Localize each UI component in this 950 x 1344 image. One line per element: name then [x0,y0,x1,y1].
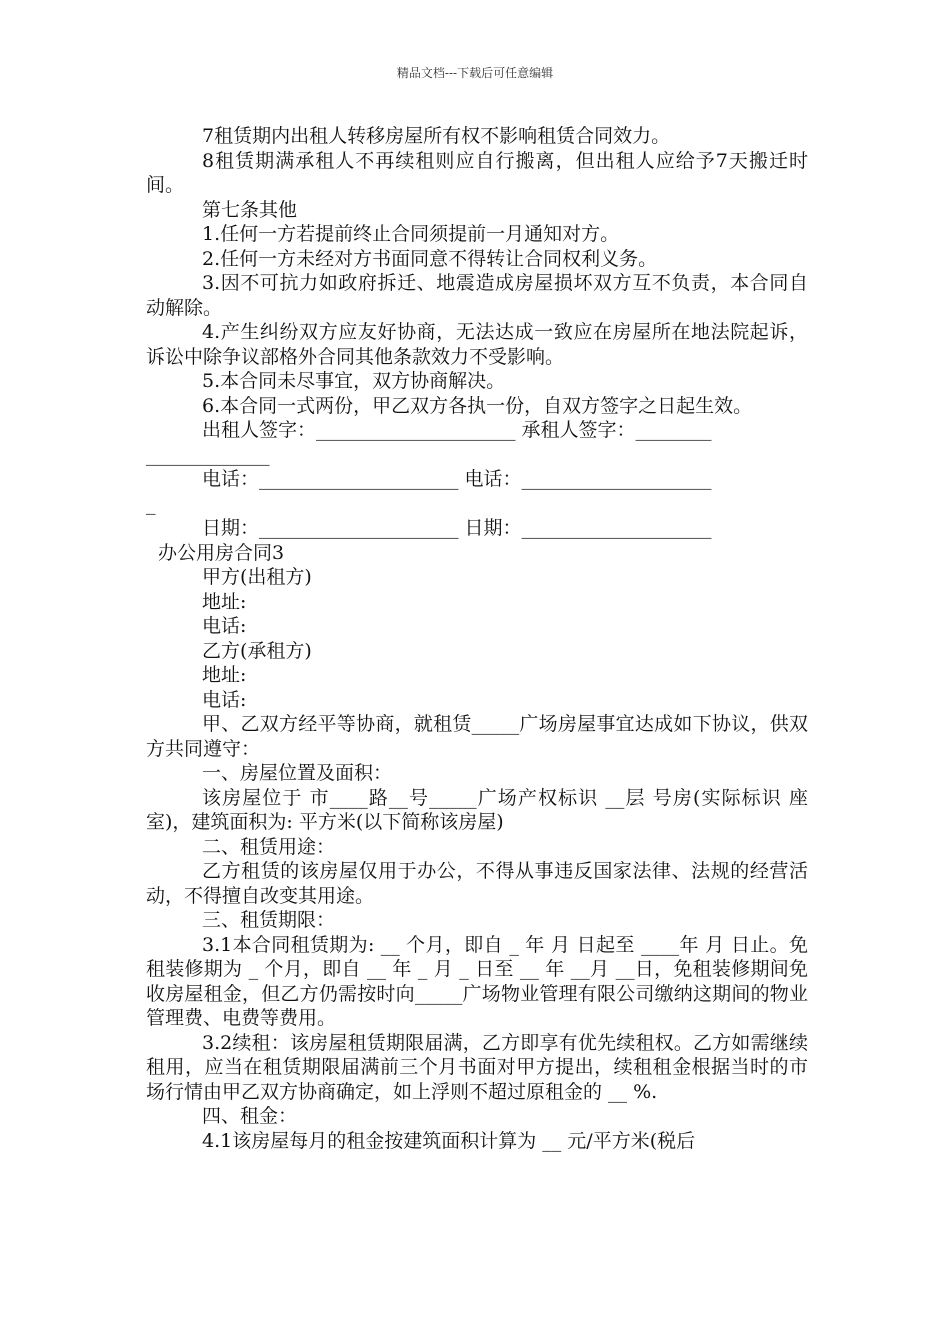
phone-line: 电话：_____________________ 电话：____________________ [202,468,712,490]
article-7-item-4: 4.产生纠纷双方应友好协商，无法达成一致应在房屋所在地法院起诉，诉讼中除争议部格外合同其他条款效力不受影响。 [146,321,808,368]
section-2-body: 乙方租赁的该房屋仅用于办公，不得从事违反国家法律、法规的经营活动，不得擅自改变其用途。 [146,860,808,907]
party-b: 乙方(承租方) [202,639,312,662]
clause-7: 7租赁期内出租人转移房屋所有权不影响租赁合同效力。 [202,125,671,147]
party-b-phone: 电话: [202,688,247,711]
section-4-1: 4.1该房屋每月的租金按建筑面积计算为 __ 元/平方米(税后 [202,1129,696,1152]
contract-3-title: 办公用房合同3 [158,541,285,564]
article-7-item-5: 5.本合同未尽事宜，双方协商解决。 [202,370,506,392]
article-7-item-3: 3.因不可抗力如政府拆迁、地震造成房屋损坏双方互不负责，本合同自动解除。 [146,272,808,319]
section-4-title: 四、租金： [202,1105,298,1127]
signature-line-tail: _____________ [146,443,270,466]
date-line: 日期：_____________________ 日期：____________________ [202,517,712,539]
contract-intro: 甲、乙双方经平等协商，就租赁_____广场房屋事宜达成如下协议，供双方共同遵守： [146,713,808,760]
article-7-title: 第七条其他 [202,198,298,221]
party-a: 甲方(出租方) [202,566,312,588]
section-3-2: 3.2续租：该房屋租赁期限届满，乙方即享有优先续租权。乙方如需继续租用，应当在租赁期限届满前三个月书面对甲方提出，续租租金根据当时的市场行情由甲乙双方协商确定，如上浮则不超过原租金的 __ %. [146,1031,808,1103]
clause-8: 8租赁期满承租人不再续租则应自行搬离，但出租人应给予7天搬迁时间。 [146,149,808,196]
party-b-address: 地址: [202,664,247,686]
phone-line-tail: _ [146,492,156,515]
section-1-title: 一、房屋位置及面积： [202,762,393,784]
party-a-phone: 电话: [202,615,247,637]
section-3-title: 三、租赁期限： [202,909,336,931]
document-body [146,124,808,1153]
section-3-1: 3.1本合同租赁期为: __ 个月，即自 _ 年 月 日起至 ____年 月 日止。免租装修期为 _ 个月，即自 __ 年 _ 月 _ 日至 __ 年 __月 __日，免租装修期间免收房屋租金，但乙方仍需按时向_____广场物业管理有限公司缴纳这期间的物业管理费、电费等费用。 [146,933,808,1029]
article-7-item-6: 6.本合同一式两份，甲乙双方各执一份，自双方签字之日起生效。 [202,394,753,417]
party-a-address: 地址: [202,590,247,613]
section-2-title: 二、租赁用途： [202,835,336,858]
article-7-item-1: 1.任何一方若提前终止合同须提前一月通知对方。 [202,223,620,245]
article-7-item-2: 2.任何一方未经对方书面同意不得转让合同权利义务。 [202,247,658,270]
signature-line: 出租人签字：_____________________ 承租人签字：________ [202,419,712,441]
page-header: 精品文档---下载后可任意编辑 [396,66,554,80]
section-1-body: 该房屋位于 市____路__号_____广场产权标识 __层 号房(实际标识 座 室)，建筑面积为: 平方米(以下简称该房屋) [146,786,808,833]
